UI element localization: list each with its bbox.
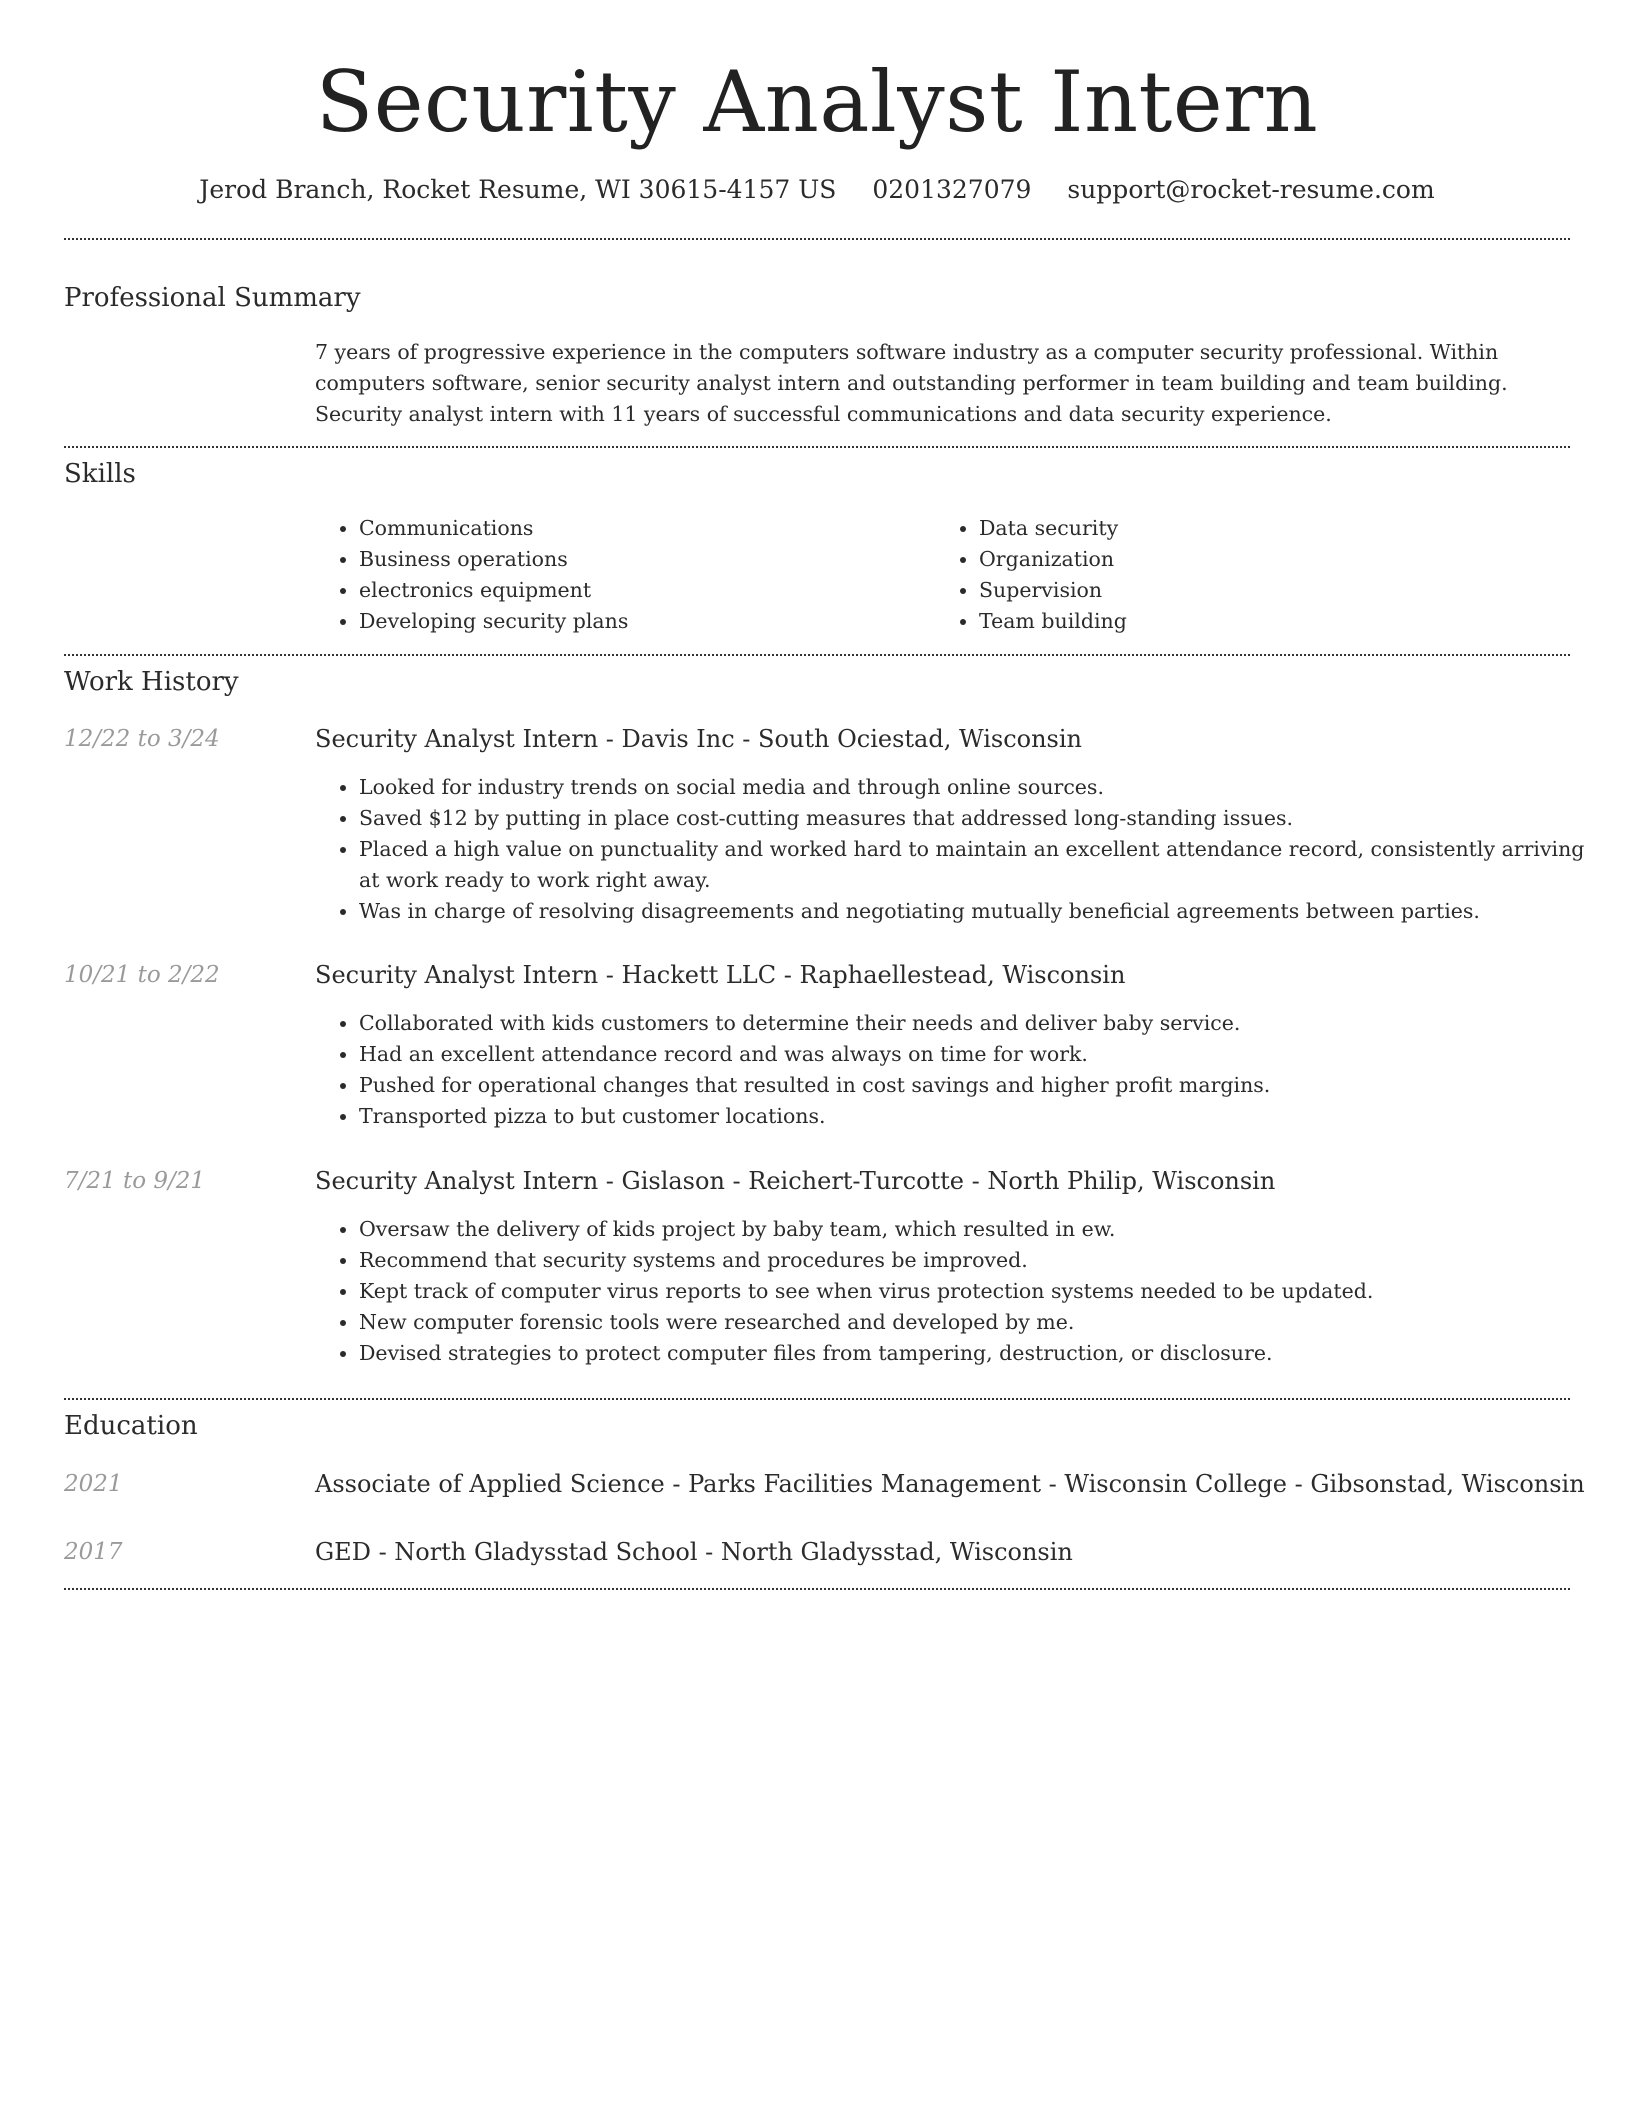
skill-item: • Team building xyxy=(979,606,1555,637)
contact-line xyxy=(64,170,1570,210)
skill-item: • Communications xyxy=(359,513,935,544)
skills-divider xyxy=(64,654,1570,656)
skill-item: • Supervision xyxy=(979,575,1555,606)
work-divider xyxy=(64,1398,1570,1400)
job-bullet: • Looked for industry trends on social media and through online sources. xyxy=(359,772,1599,803)
skill-item: • Data security xyxy=(979,513,1555,544)
job-bullet: • Recommend that security systems and procedures be improved. xyxy=(359,1245,1599,1276)
job-bullet: • Kept track of computer virus reports to see when virus protection systems needed to be updated. xyxy=(359,1276,1599,1307)
job-bullet: • Oversaw the delivery of kids project by baby team, which resulted in ew. xyxy=(359,1214,1599,1245)
header-divider xyxy=(64,238,1570,240)
job-date: 7/21 to 9/21 xyxy=(64,1168,206,1194)
skill-item: • Organization xyxy=(979,544,1555,575)
education-year: 2021 xyxy=(64,1471,123,1497)
summary-text: 7 years of progressive experience in the computers software industry as a computer security professional. Within computers software, senior security analyst intern and outstanding performer in team building and team building. Security analyst intern with 11 years of successful communications and data security experience. xyxy=(315,340,1508,426)
job-bullet: • Saved $12 by putting in place cost-cutting measures that addressed long-standing issues. xyxy=(359,803,1599,834)
job-bullet: • Devised strategies to protect computer files from tampering, destruction, or disclosure. xyxy=(359,1338,1599,1369)
job-title: Security Analyst Intern - Davis Inc - South Ociestad, Wisconsin xyxy=(315,725,1083,753)
skill-item: • Business operations xyxy=(359,544,935,575)
job-title: Security Analyst Intern - Hackett LLC - Raphaellestead, Wisconsin xyxy=(315,961,1126,989)
job-bullet: • Collaborated with kids customers to determine their needs and deliver baby service. xyxy=(359,1008,1599,1039)
job-bullet: • Transported pizza to but customer locations. xyxy=(359,1101,1599,1132)
skills-column-2 xyxy=(935,513,1555,637)
education-title: GED - North Gladysstad School - North Gladysstad, Wisconsin xyxy=(315,1538,1073,1566)
job-title: Security Analyst Intern - Gislason - Reichert-Turcotte - North Philip, Wisconsin xyxy=(315,1167,1276,1195)
education-year: 2017 xyxy=(64,1539,123,1565)
skills-heading: Skills xyxy=(64,459,136,489)
job-bullet: • Was in charge of resolving disagreements and negotiating mutually beneficial agreements between parties. xyxy=(359,896,1599,927)
education-title: Associate of Applied Science - Parks Facilities Management - Wisconsin College - Gibsonstad, Wisconsin xyxy=(315,1470,1585,1498)
contact-phone: 0201327079 xyxy=(872,175,1032,204)
job-bullets xyxy=(315,772,1599,927)
contact-address: Jerod Branch, Rocket Resume, WI 30615-4157 US xyxy=(199,175,837,204)
skill-item: • electronics equipment xyxy=(359,575,935,606)
job-bullet: • Placed a high value on punctuality and worked hard to maintain an excellent attendance record, consistently arriving at work ready to work right away. xyxy=(359,834,1599,896)
education-divider xyxy=(64,1588,1570,1590)
job-date: 12/22 to 3/24 xyxy=(64,726,220,752)
education-heading: Education xyxy=(64,1411,198,1441)
summary-divider xyxy=(64,446,1570,448)
contact-email: support@rocket-resume.com xyxy=(1067,175,1435,204)
job-bullets xyxy=(315,1008,1599,1132)
summary-heading: Professional Summary xyxy=(64,283,361,313)
skills-column-1 xyxy=(315,513,935,637)
job-bullet: • New computer forensic tools were researched and developed by me. xyxy=(359,1307,1599,1338)
job-bullet: • Had an excellent attendance record and was always on time for work. xyxy=(359,1039,1599,1070)
resume-title: Security Analyst Intern xyxy=(315,53,1319,151)
skill-item: • Developing security plans xyxy=(359,606,935,637)
job-bullet: • Pushed for operational changes that resulted in cost savings and higher profit margins. xyxy=(359,1070,1599,1101)
skills-list xyxy=(315,513,1555,637)
job-bullets xyxy=(315,1214,1599,1369)
job-date: 10/21 to 2/22 xyxy=(64,962,220,988)
work-heading: Work History xyxy=(64,667,239,697)
